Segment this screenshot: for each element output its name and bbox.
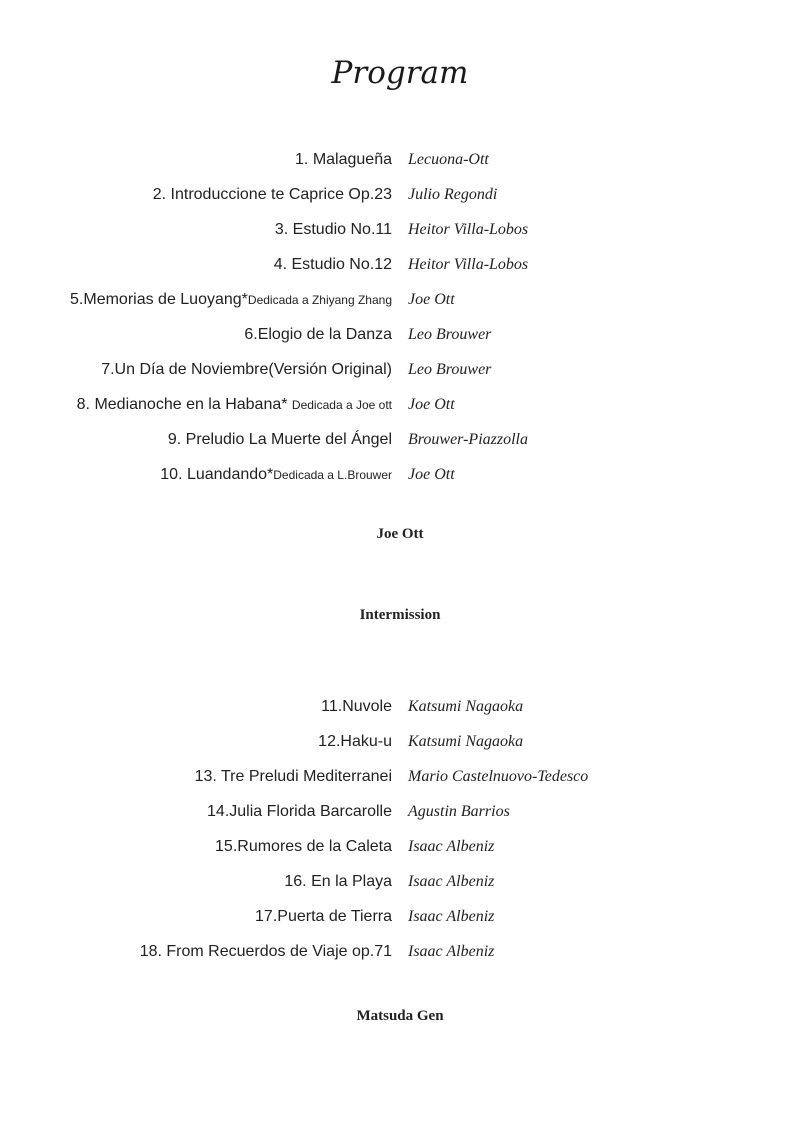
piece-title-text: 13. Tre Preludi Mediterranei bbox=[194, 768, 392, 785]
piece-title bbox=[140, 939, 392, 965]
composer-name: Agustin Barrios bbox=[408, 803, 510, 820]
piece-title-text: 8. Medianoche en la Habana* bbox=[76, 396, 292, 413]
piece-title-text: 4. Estudio No.12 bbox=[273, 256, 392, 273]
program-item bbox=[0, 694, 800, 729]
piece-title bbox=[77, 392, 392, 418]
program-item bbox=[0, 904, 800, 939]
composer-name: Katsumi Nagaoka bbox=[408, 733, 524, 750]
piece-title-text: 7.Un Día de Noviembre(Versión Original) bbox=[101, 361, 392, 378]
piece-title-text: 17.Puerta de Tierra bbox=[255, 908, 392, 925]
piece-title bbox=[321, 694, 392, 720]
composer-name: Leo Brouwer bbox=[408, 326, 492, 343]
program-item bbox=[0, 392, 800, 427]
program-item bbox=[0, 252, 800, 287]
composer-name: Joe Ott bbox=[408, 466, 455, 483]
composer-name: Isaac Albeniz bbox=[408, 908, 495, 925]
intermission-label: Intermission bbox=[359, 607, 441, 623]
piece-title-text: 18. From Recuerdos de Viaje op.71 bbox=[139, 943, 392, 960]
composer-name: Isaac Albeniz bbox=[408, 873, 495, 890]
dedication-note: Dedicada a Zhiyang Zhang bbox=[247, 293, 392, 307]
piece-title bbox=[101, 357, 392, 383]
composer-name: Joe Ott bbox=[408, 291, 455, 308]
page-title: Program bbox=[331, 55, 469, 91]
composer-name: Katsumi Nagaoka bbox=[408, 698, 524, 715]
piece-title-text: 9. Preludio La Muerte del Ángel bbox=[167, 431, 392, 448]
composer-name: Heitor Villa-Lobos bbox=[408, 221, 529, 238]
piece-title-text: 10. Luandando* bbox=[160, 466, 274, 483]
piece-title-text: 11.Nuvole bbox=[321, 698, 392, 715]
composer-name: Isaac Albeniz bbox=[408, 943, 495, 960]
piece-title-text: 14.Julia Florida Barcarolle bbox=[207, 803, 392, 820]
piece-title bbox=[295, 147, 392, 173]
composer-name: Julio Regondi bbox=[408, 186, 498, 203]
piece-title-text: 5.Memorias de Luoyang* bbox=[70, 291, 248, 308]
composer-name: Brouwer-Piazzolla bbox=[408, 431, 528, 448]
piece-title bbox=[215, 834, 392, 860]
program-item bbox=[0, 182, 800, 217]
composer-name: Leo Brouwer bbox=[408, 361, 492, 378]
piece-title bbox=[70, 287, 392, 313]
program-item bbox=[0, 764, 800, 799]
piece-title-text: 2. Introduccione te Caprice Op.23 bbox=[152, 186, 392, 203]
piece-title bbox=[318, 729, 392, 755]
piece-title bbox=[153, 182, 392, 208]
performer-1: Joe Ott bbox=[376, 526, 424, 542]
piece-title bbox=[160, 462, 392, 488]
piece-title bbox=[275, 217, 392, 243]
program-item bbox=[0, 427, 800, 462]
composer-name: Isaac Albeniz bbox=[408, 838, 495, 855]
piece-title-text: 12.Haku-u bbox=[318, 733, 392, 750]
piece-title-text: 16. En la Playa bbox=[284, 873, 392, 890]
program-item bbox=[0, 799, 800, 834]
program-item bbox=[0, 357, 800, 392]
program-item bbox=[0, 217, 800, 252]
piece-title-text: 1. Malagueña bbox=[295, 151, 392, 168]
program-item bbox=[0, 147, 800, 182]
dedication-note: Dedicada a Joe ott bbox=[291, 398, 392, 412]
program-part-2 bbox=[0, 694, 800, 974]
program-item bbox=[0, 939, 800, 974]
piece-title-text: 6.Elogio de la Danza bbox=[244, 326, 392, 343]
performer-2: Matsuda Gen bbox=[356, 1008, 444, 1024]
composer-name: Joe Ott bbox=[408, 396, 455, 413]
program-part-1 bbox=[0, 147, 800, 497]
piece-title bbox=[195, 764, 392, 790]
piece-title bbox=[255, 904, 392, 930]
piece-title-text: 3. Estudio No.11 bbox=[274, 221, 392, 238]
program-item bbox=[0, 834, 800, 869]
piece-title bbox=[284, 869, 392, 895]
piece-title bbox=[244, 322, 392, 348]
composer-name: Mario Castelnuovo-Tedesco bbox=[408, 768, 589, 785]
composer-name: Heitor Villa-Lobos bbox=[408, 256, 529, 273]
piece-title bbox=[274, 252, 392, 278]
program-item bbox=[0, 322, 800, 357]
program-item bbox=[0, 287, 800, 322]
program-item bbox=[0, 729, 800, 764]
composer-name: Lecuona-Ott bbox=[408, 151, 489, 168]
piece-title-text: 15.Rumores de la Caleta bbox=[215, 838, 392, 855]
program-item bbox=[0, 869, 800, 904]
piece-title bbox=[207, 799, 392, 825]
dedication-note: Dedicada a L.Brouwer bbox=[273, 468, 392, 482]
piece-title bbox=[168, 427, 392, 453]
program-item bbox=[0, 462, 800, 497]
